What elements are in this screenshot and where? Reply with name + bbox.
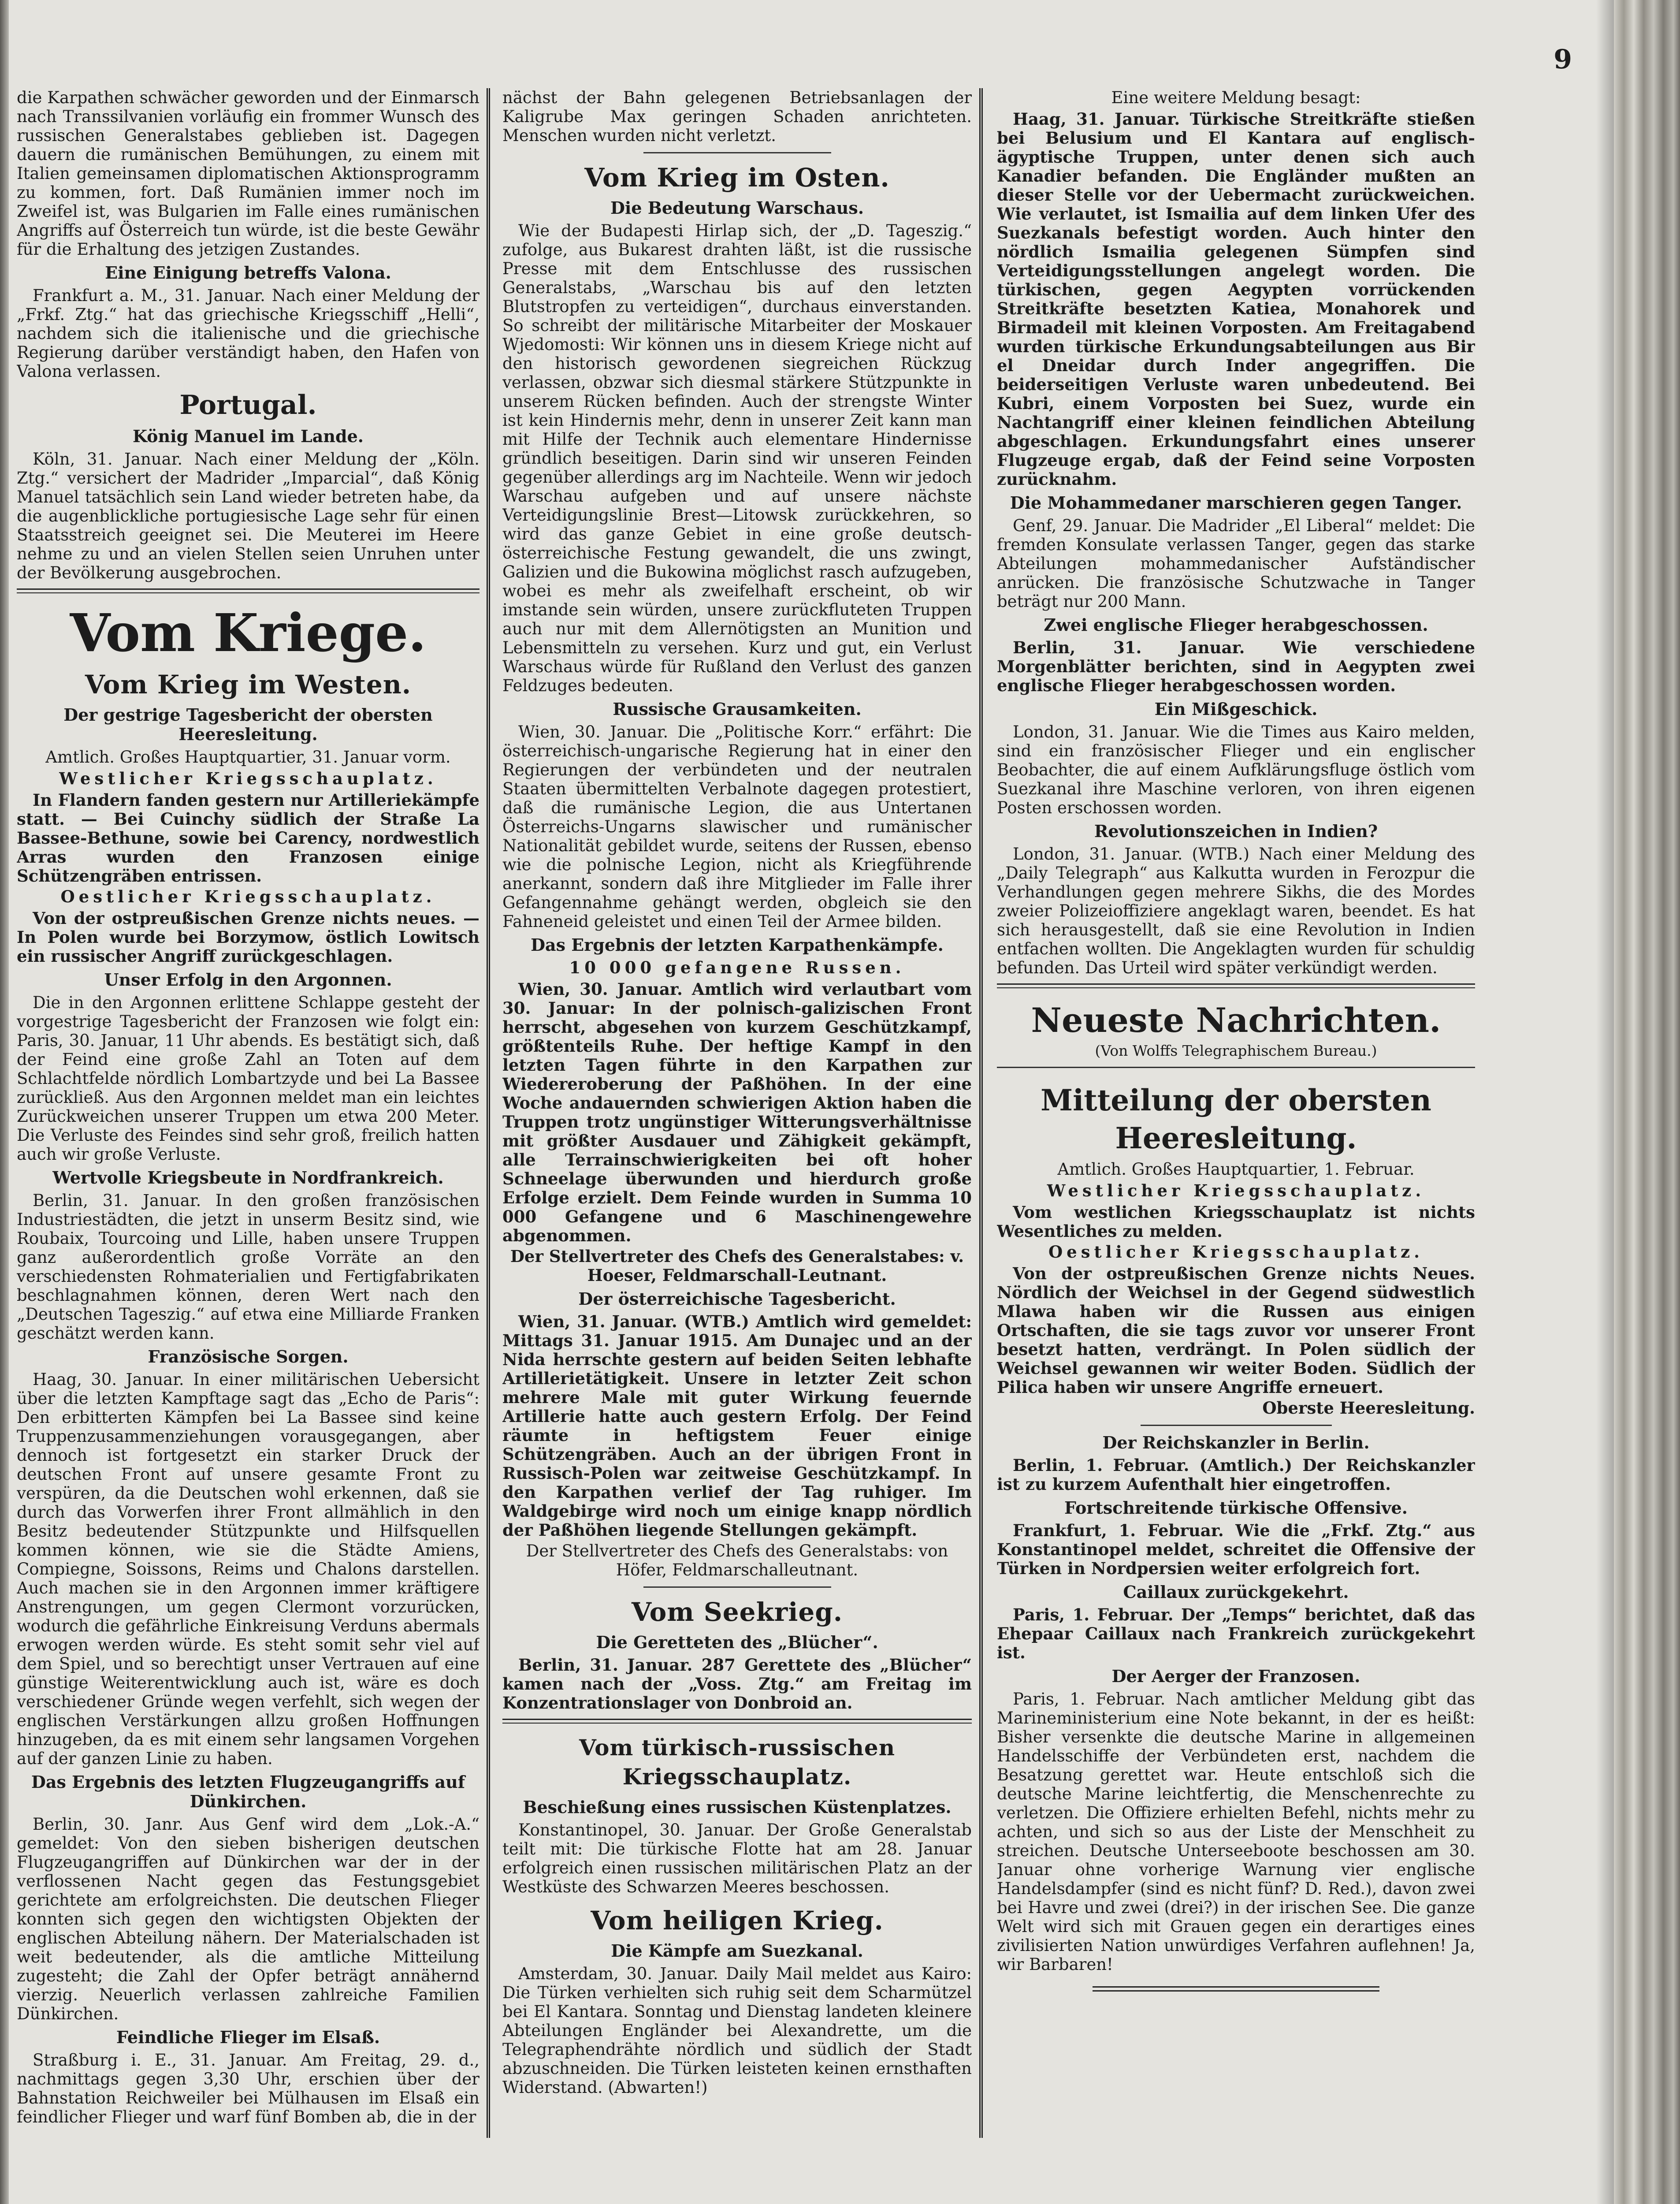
page-number: 9: [1554, 44, 1572, 75]
sorgen-heading: Französische Sorgen.: [148, 1347, 349, 1366]
oestlicher-signature: Oberste Heeresleitung.: [1262, 1398, 1475, 1418]
oestlicher-text: Von der ostpreußischen Grenze nichts Neues. Nördlich der Weichsel in der Gegend südwestlich Mlawa haben wir die Russen aus einigen Ortschaften, die sie tags zuvor vor unserer Front besetzt hatten, verdrängt. In Polen südlich der Weichsel gewannen wir weiter Boden. Südlich der Pilica haben wir unsere Angriffe erneuert.: [997, 1264, 1475, 1397]
flieger-text: Berlin, 31. Januar. Wie verschiedene Morgenblätter berichten, sind in Aegypten zwei englische Flieger herabgeschossen worden.: [997, 638, 1475, 695]
tagesbericht-date: Amtlich. Großes Hauptquartier, 31. Januar vorm.: [45, 748, 451, 767]
portugal-heading: Portugal.: [179, 390, 317, 421]
miss-text: London, 31. Januar. Wie die Times aus Kairo melden, sind ein französischer Flieger und ein englischer Beobachter, die auf einem Aufklärungsfluge östlich vom Suezkanal ihre Maschine verloren, von ihren eigenen Posten erschossen worden.: [997, 722, 1475, 817]
elsass-text: Straßburg i. E., 31. Januar. Am Freitag, 29. d., nachmittags gegen 3,30 Uhr, erschien über der Bahnstation Reichweiler bei Mülhausen im Elsaß ein feindlicher Flieger und warf fünf Bomben ab, die in der: [17, 2051, 479, 2126]
tanger-heading: Die Mohammedaner marschieren gegen Tanger.: [1010, 493, 1462, 513]
short-divider: [643, 1586, 831, 1588]
westen-heading: Vom Krieg im Westen.: [85, 670, 412, 700]
mitteilung-heading: Mitteilung der obersten Heeresleitung.: [1041, 1083, 1431, 1155]
elsass-heading: Feindliche Flieger im Elsaß.: [116, 2027, 380, 2047]
section-divider: [502, 1719, 972, 1724]
westlicher-text: In Flandern fanden gestern nur Artilleriekämpfe statt. — Bei Cuinchy südlich der Straße La Bassee-Bethune, sowie bei Carency, nordwestlich Arras wurden den Franzosen einige Schützengräben entrissen.: [17, 790, 479, 886]
mitteilung-date: Amtlich. Großes Hauptquartier, 1. Februar.: [1057, 1160, 1415, 1179]
book-edge: [1614, 0, 1680, 2204]
short-divider: [997, 1067, 1475, 1068]
tagesbericht-heading: Der gestrige Tagesbericht der obersten Heeresleitung.: [63, 705, 433, 744]
column-rule-left: [487, 88, 490, 2138]
indien-text: London, 31. Januar. (WTB.) Nach einer Meldung des „Daily Telegraph“ aus Kalkutta wurden in Ferozpur die Verhandlungen gegen mehrere Sikhs, die des Mordes zweier Polizeioffiziere angeklagt waren, beendet. Es hat sich herausgestellt, daß sie eine Revolution in Indien entfachen wollten. Die Angeklagten wurden für schuldig befunden. Das Urteil wird später verkündigt werden.: [997, 845, 1475, 977]
kanzler-text: Berlin, 1. Februar. (Amtlich.) Der Reichskanzler ist zu kurzem Aufenthalt hier eingetroffen.: [997, 1456, 1475, 1494]
caillaux-text: Paris, 1. Februar. Der „Temps“ berichtet, daß das Ehepaar Caillaux nach Frankreich zurückgekehrt ist.: [997, 1605, 1475, 1662]
westlicher-heading: Westlicher Kriegsschauplatz.: [59, 769, 437, 788]
oesterr-heading: Der österreichische Tagesbericht.: [578, 1289, 896, 1309]
offensive-text: Frankfurt, 1. Februar. Wie die „Frkf. Ztg.“ aus Konstantinopel meldet, schreitet die Offensive der Türken in Nordpersien weiter erfolgreich fort.: [997, 1521, 1475, 1578]
flug-heading: Das Ergebnis des letzten Flugzeugangriffs auf Dünkirchen.: [31, 1772, 465, 1811]
portugal-subheading: König Manuel im Lande.: [132, 426, 364, 446]
aerger-text: Paris, 1. Februar. Nach amtlicher Meldung gibt das Marineministerium eine Note bekannt, in der es heißt: Bisher versenkte die deutsche Marine in allgemeinen Handelsschiffe der Verbündeten erst, nachdem die Besatzung gerettet war. Heute entschloß sich die deutsche Marine leichtfertig, die Menschenrechte zu verletzen. Die Offiziere erhielten Befehl, nichts mehr zu achten, und sich so aus der Liste der Menschheit zu streichen. Deutsche Unterseeboote beschossen am 30. Januar ohne vorherige Warnung vier englische Handelsdampfer (sind es nicht fünf? D. Red.), davon zwei bei Havre und zwei (drei?) in der irischen See. Die ganze Welt wird sich mit Grauen gegen ein derartiges eines zivilisierten Nation unwürdiges Verfahren auflehnen! Ja, wir Barbaren!: [997, 1690, 1475, 1974]
column-left: [17, 88, 479, 2138]
argonnen-heading: Unser Erfolg in den Argonnen.: [104, 970, 392, 990]
col1-intro: die Karpathen schwächer geworden und der Einmarsch nach Transsilvanien vorläufig ein frommer Wunsch des russischen Generalstabes geblieben ist. Dagegen dauern die rumänischen Bemühungen, zu einem mit Italien gemeinsamen diplomatischen Aktionsprogramm zu kommen, fort. Daß Rumänien immer noch im Zweifel ist, was Bulgarien im Falle eines rumänischen Angriffs auf Österreich tun würde, ist die beste Gewähr für die Erhaltung des jetzigen Zustandes.: [17, 88, 479, 259]
column-middle: [502, 88, 972, 2138]
seekrieg-heading: Vom Seekrieg.: [631, 1597, 843, 1627]
karpathen-heading: Das Ergebnis der letzten Karpathenkämpfe.: [531, 935, 944, 955]
binding-gutter: [0, 0, 9, 2204]
col2-intro: nächst der Bahn gelegenen Betriebsanlagen der Kaligrube Max geringen Schaden anrichteten. Menschen wurden nicht verletzt.: [502, 88, 972, 145]
grausam-text: Wien, 30. Januar. Die „Politische Korr.“ erfährt: Die österreichisch-ungarische Regierung hat in einer den Regierungen der verbündeten und der neutralen Staaten übermittelten Verbalnote dagegen protestiert, daß die rumänische Legion, die aus Untertanen Österreichs-Ungarns slawischer und rumänischer Nationalität gebildet wurde, seitens der Russen, ebenso wie die polnische Legion, nicht als Kriegführende anerkannt, sondern daß ihre Mitglieder im Falle ihrer Gefangennahme gehängt werden, obgleich sie den Fahneneid geleistet und einen Teil der Armee bilden.: [502, 722, 972, 931]
portugal-text: Köln, 31. Januar. Nach einer Meldung der „Köln. Ztg.“ versichert der Madrider „Imparcial“, daß König Manuel tatsächlich sein Land wieder betreten habe, da die augenblickliche portugiesische Lage sehr für einen Staatsstreich geeignet sei. Die Meuterei im Heere nehme zu und an vielen Stellen seien Unruhen unter der Bevölkerung ausgebrochen.: [17, 450, 479, 582]
vom-kriege-heading: Vom Kriege.: [70, 602, 427, 663]
bluecher-heading: Die Geretteten des „Blücher“.: [596, 1632, 878, 1652]
neueste-credit: (Von Wolffs Telegraphischem Bureau.): [1095, 1042, 1377, 1059]
column-rule-right: [979, 88, 983, 2138]
aerger-heading: Der Aerger der Franzosen.: [1111, 1666, 1360, 1686]
karpathen-signature: Der Stellvertreter des Chefs des Generalstabes: v. Hoeser, Feldmarschall-Leutnant.: [510, 1247, 964, 1285]
westlicher-heading: Westlicher Kriegsschauplatz.: [1047, 1181, 1425, 1200]
beute-heading: Wertvolle Kriegsbeute in Nordfrankreich.: [52, 1168, 444, 1188]
suez-text: Amsterdam, 30. Januar. Daily Mail meldet aus Kairo: Die Türken verhielten sich ruhig seit dem Scharmützel bei El Kantara. Sonntag und Dienstag landeten kleinere Abteilungen Engländer bei Alexandrette, um die Telegraphendrähte nördlich und südlich der Stadt abzuschneiden. Die Türken leisteten keinen ernsthaften Widerstand. (Abwarten!): [502, 1964, 972, 2097]
offensive-heading: Fortschreitende türkische Offensive.: [1064, 1498, 1408, 1518]
osten-heading: Vom Krieg im Osten.: [584, 163, 890, 193]
section-divider: [17, 588, 479, 593]
flieger-heading: Zwei englische Flieger herabgeschossen.: [1044, 615, 1428, 635]
neueste-heading: Neueste Nachrichten.: [1031, 1001, 1441, 1040]
page-edge-shadow: [1596, 0, 1614, 2204]
valona-text: Frankfurt a. M., 31. Januar. Nach einer Meldung der „Frkf. Ztg.“ hat das griechische Kriegsschiff „Helli“, nachdem sich die italienische und die griechische Regierung darüber verständigt haben, den Hafen von Valona verlassen.: [17, 286, 479, 381]
bluecher-text: Berlin, 31. Januar. 287 Gerettete des „Blücher“ kamen nach der „Voss. Ztg.“ am Freitag im Konzentrationslager von Donbroid an.: [502, 1655, 972, 1713]
grausam-heading: Russische Grausamkeiten.: [613, 699, 862, 719]
kanzler-heading: Der Reichskanzler in Berlin.: [1102, 1433, 1370, 1452]
heilig-heading: Vom heiligen Krieg.: [591, 1906, 884, 1936]
oestlicher-heading: Oestlicher Kriegsschauplatz.: [60, 887, 436, 906]
warschau-text: Wie der Budapesti Hirlap sich, der „D. Tageszig.“ zufolge, aus Bukarest drahten läßt, ist die russische Presse mit dem Entschlusse des russischen Generalstabs, „Warschau bis auf den letzten Blutstropfen zu verteidigen“, durchaus einverstanden. So schreibt der militärische Mitarbeiter der Moskauer Wjedomosti: Wir können uns in diesem Kriege nicht auf den historisch gewordenen siegreichen Rückzug verlassen, obzwar sich diesmal stärkere Stützpunkte in unserem Rücken befinden. Auch der strengste Winter ist kein Hindernis mehr, denn in unserer Zeit kann man mit Hilfe der Technik auch elementare Hindernisse gründlich beseitigen. Darin sind wir unseren Feinden gegenüber allerdings arg im Nachteile. Wenn wir jedoch Warschau aufgeben und auf unsere nächste Verteidigungslinie Brest—Litowsk zurückkehren, so wird das ganze Gebiet in eine große deutsch-österreichische Festung gewandelt, die uns zwingt, Galizien und die Bukowina möglichst rasch aufzugeben, wobei es mehr als zweifelhaft erscheint, ob wir imstande sein würden, unsere zurückfluteten Truppen auch nur mit dem Allernötigsten an Munition und Lebensmitteln zu versehen. Kurz und gut, ein Verlust Warschaus würde für Rußland den Verlust des ganzen Feldzuges bedeuten.: [502, 221, 972, 695]
caillaux-heading: Caillaux zurückgekehrt.: [1123, 1582, 1349, 1602]
beute-text: Berlin, 31. Januar. In den großen französischen Industriestädten, die jetzt in unserm Besitz sind, wie Roubaix, Tourcoing und Lille, haben unsere Truppen ganz außerordentlich große Vorräte an den verschiedensten Rohmaterialien und Fertigfabrikaten beschlagnahmen können, deren Wert nach den „Deutschen Tageszig.“ auf etwa eine Milliarde Franken geschätzt werden kann.: [17, 1191, 479, 1343]
flug-text: Berlin, 30. Janr. Aus Genf wird dem „Lok.-A.“ gemeldet: Von den sieben bisherigen deutschen Flugzeugangriffen auf Dünkirchen war der in der verflossenen Nacht gegen das Festungsgebiet gerichtete am erfolgreichsten. Die deutschen Flieger konnten sich gegen den wichtigsten Objekten der englischen Abteilung nähern. Der Materialschaden ist weit bedeutender, als die amtliche Mitteilung zugesteht; die Zahl der Opfer beträgt annähernd vierzig. Neuerlich verlassen zahlreiche Familien Dünkirchen.: [17, 1815, 479, 2023]
karpathen-text: Wien, 30. Januar. Amtlich wird verlautbart vom 30. Januar: In der polnisch-galizischen Front herrscht, abgesehen von kurzem Geschützkampf, größtenteils Ruhe. Der heftige Kampf in den letzten Tagen führte in den Karpathen zur Wiedereroberung der Paßhöhen. In der eine Woche andauernden schwierigen Aktion haben die Truppen trotz ungünstiger Witterungsverhältnisse mit größter Ausdauer und Zähigkeit gekämpft, alle Terrainschwierigkeiten bei oft hoher Schneelage überwunden und hierdurch große Erfolge erzielt. Dem Feinde wurden in Summa 10 000 Gefangene und 6 Maschinengewehre abgenommen.: [502, 979, 972, 1245]
section-divider: [997, 983, 1475, 988]
sorgen-text: Haag, 30. Januar. In einer militärischen Uebersicht über die letzten Kampftage sagt das „Echo de Paris“: Den erbitterten Kämpfen bei La Bassee sind keine Truppenzusammenziehungen vorausgegangen, aber dennoch ist fortgesetzt ein starker Druck der deutschen Front auf unsere gesamte Front zu verspüren, da die Deutschen wohl erkennen, daß sie durch das Vorwerfen ihrer Front allmählich in den Besitz bedeutender Stützpunkte und Hilfsquellen kommen können, wie sie die Städte Amiens, Compiegne, Soissons, Reims und Chalons darstellen. Auch machen sie in den Argonnen immer kräftigere Anstrengungen, um gegen Clermont vorzurücken, wodurch die gefährliche Einkreisung Verduns abermals erwogen werden würde. Es steht somit sehr viel auf dem Spiel, und so berechtigt unser Vertrauen auf eine günstige Weiterentwicklung auch ist, wäre es doch verschiedener Gründe wegen verfehlt, sich wegen der englischen Verstärkungen allzu großen Hoffnungen hinzugeben, da es mit einem sehr langsamen Vorgehen auf der ganzen Linie zu haben.: [17, 1370, 479, 1768]
short-divider: [643, 152, 831, 153]
valona-heading: Eine Einigung betreffs Valona.: [105, 263, 391, 283]
kuesten-heading: Beschießung eines russischen Küstenplatzes.: [523, 1797, 952, 1817]
tuerk-heading: Vom türkisch-russischen Kriegsschauplatz.: [579, 1735, 896, 1790]
oesterr-text: Wien, 31. Januar. (WTB.) Amtlich wird gemeldet: Mittags 31. Januar 1915. Am Dunajec und an der Nida herrschte gestern auf beiden Seiten lebhafte Artillerietätigkeit. Unsere in letzter Zeit schon mehrere Male mit guter Wirkung feuernde Artillerie hatte auch gestern Erfolg. Der Feind räumte in heftigstem Feuer einige Schützengräben. Auch an der übrigen Front in Russisch-Polen war zeitweise Geschützkampf. In den Karpathen verlief der Tag ruhiger. Im Waldgebirge wird noch um einige knapp nördlich der Paßhöhen liegende Stellungen gekämpft.: [502, 1312, 972, 1540]
miss-heading: Ein Mißgeschick.: [1154, 699, 1318, 719]
oestlicher-text: Von der ostpreußischen Grenze nichts neues. — In Polen wurde bei Borzymow, östlich Lowitsch ein russischer Angriff zurückgeschlagen.: [17, 908, 479, 966]
warschau-heading: Die Bedeutung Warschaus.: [610, 198, 864, 218]
tanger-text: Genf, 29. Januar. Die Madrider „El Liberal“ meldet: Die fremden Konsulate verlassen Tanger, gegen das starke Abteilungen mohammedanischer Aufständischer anrücken. Die französische Schutzwache in Tanger beträgt nur 200 Mann.: [997, 516, 1475, 611]
oesterr-signature: Der Stellvertreter des Chefs des Generalstabs: von Höfer, Feldmarschalleutnant.: [526, 1541, 948, 1579]
westlicher-text: Vom westlichen Kriegsschauplatz ist nichts Wesentliches zu melden.: [997, 1203, 1475, 1241]
column-right: [997, 88, 1475, 2138]
haag-text: Haag, 31. Januar. Türkische Streitkräfte stießen bei Belusium und El Kantara auf englisch-ägyptische Truppen, unter denen sich auch Kanadier befanden. Die Engländer mußten an dieser Stelle vor der Uebermacht zurückweichen. Wie verlautet, ist Ismailia auf dem linken Ufer des Suezkanals befestigt worden. Auch hinter den nördlich Ismailia gelegenen Sümpfen sind Verteidigungsstellungen angelegt worden. Die türkischen, gegen Aegypten vorrückenden Streitkräfte besetzten Katiea, Monahorek und Birmadeil mit kleinen Vorposten. Am Freitagabend wurden türkische Erkundungsabteilungen aus Bir el Dneidar durch Inder angegriffen. Die beiderseitigen Verluste waren unbedeutend. Bei Kubri, einem Vorposten bei Suez, wurde ein Nachtangriff einer kleinen feindlichen Abteilung abgeschlagen. Erkundungsfahrt eines unserer Flugzeuge ergab, daß der Feind seine Vorposten zurücknahm.: [997, 109, 1475, 489]
end-divider: [1093, 1986, 1379, 1992]
kuesten-text: Konstantinopel, 30. Januar. Der Große Generalstab teilt mit: Die türkische Flotte hat am 28. Januar erfolgreich einen russischen militärischen Platz an der Westküste des Schwarzen Meeres beschossen.: [502, 1821, 972, 1896]
suez-heading: Die Kämpfe am Suezkanal.: [611, 1941, 863, 1961]
karpathen-subheading: 10 000 gefangene Russen.: [569, 958, 905, 977]
short-divider: [1141, 1425, 1332, 1426]
col3-intro: Eine weitere Meldung besagt:: [1111, 88, 1361, 107]
oestlicher-heading: Oestlicher Kriegsschauplatz.: [1048, 1242, 1424, 1262]
indien-heading: Revolutionszeichen in Indien?: [1094, 821, 1378, 841]
argonnen-text: Die in den Argonnen erlittene Schlappe gesteht der vorgestrige Tagesbericht der Franzosen wie folgt ein: Paris, 30. Januar, 11 Uhr abends. Es bestätigt sich, daß der Feind eine große Zahl an Toten auf dem Schlachtfelde nördlich Lombartzyde und bei La Bassee zurückließ. Aus den Argonnen meldet man ein leichtes Zurückweichen unserer Truppen um etwa 200 Meter. Die Verluste des Feindes sind sehr groß, freilich hatten auch wir große Verluste.: [17, 993, 479, 1164]
